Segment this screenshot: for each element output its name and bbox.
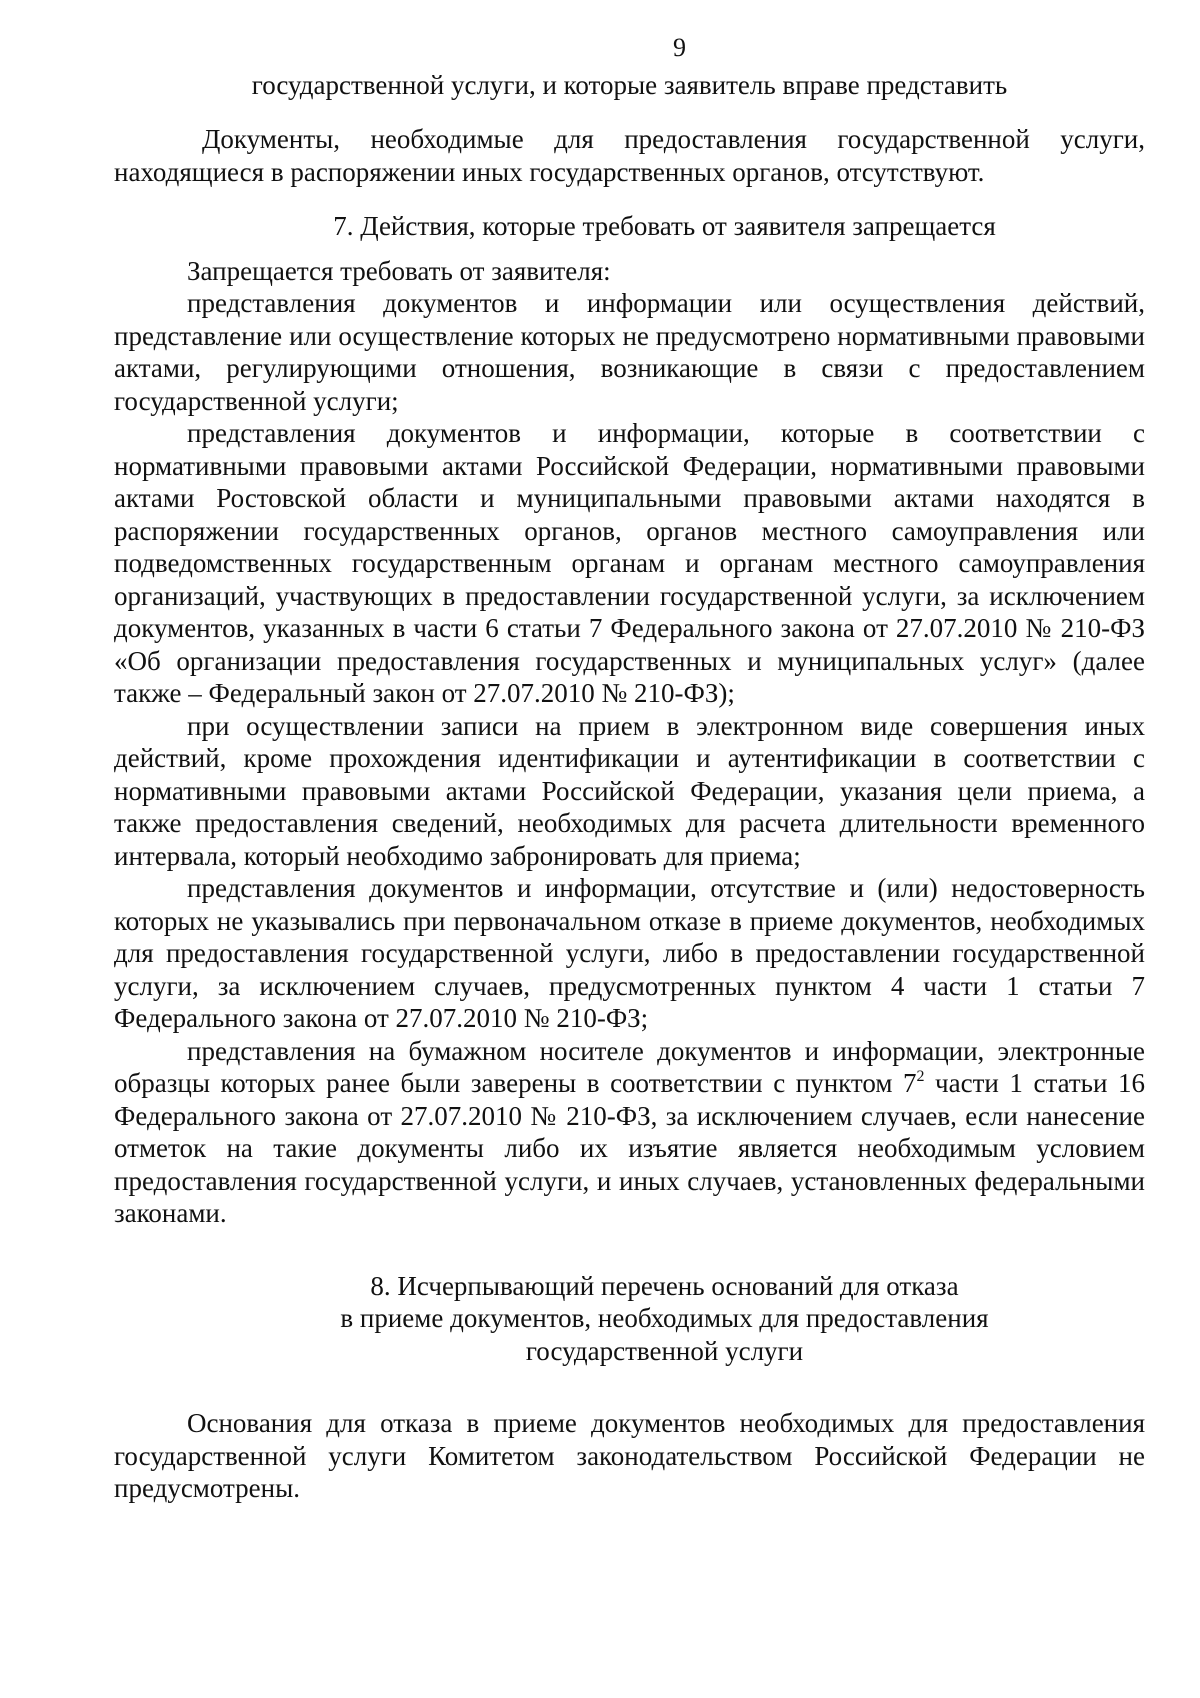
section8-heading-line-2: в приеме документов, необходимых для предоставления	[340, 1303, 989, 1333]
section6-body: Документы, необходимые для предоставления государственной услуги, находящиеся в распоряжении иных государственных органов, отсутствуют.	[114, 124, 1145, 187]
page-number: 9	[673, 33, 686, 62]
section7-item-1: представления документов и информации или осуществления действий, представление или осуществление которых не предусмотрено нормативными правовыми актами, регулирующими отношения, возникающие в связи с предоставлением государственной услуги;	[114, 288, 1145, 416]
section8-heading	[114, 1270, 1145, 1368]
section7-item-4: представления документов и информации, отсутствие и (или) недостоверность которых не указывались при первоначальном отказе в приеме документов, необходимых для предоставления государственной услуги, либо в предоставлении государственной услуги, за исключением случаев, предусмотренных пунктом 4 части 1 статьи 7 Федерального закона от 27.07.2010 № 210-ФЗ;	[114, 873, 1145, 1033]
section8-heading-line-3: государственной услуги	[525, 1335, 804, 1366]
section7-item-5	[114, 1035, 1145, 1230]
section7-item-5-part-a: представления на бумажном носителе документов и информации, электронные образцы которых ранее были заверены в соответствии с пунктом 7	[114, 1035, 1145, 1098]
section7-heading: 7. Действия, которые требовать от заявителя запрещается	[333, 211, 996, 241]
section7-item-3: при осуществлении записи на прием в электронном виде совершения иных действий, кроме прохождения идентификации и аутентификации в соответствии с нормативными правовыми актами Российской Федерации, указания цели приема, а также предоставления сведений, необходимых для расчета длительности временного интервала, который необходимо забронировать для приема;	[114, 710, 1145, 871]
section8-body: Основания для отказа в приеме документов необходимых для предоставления государственной услуги Комитетом законодательством Российской Федерации не предусмотрены.	[114, 1408, 1145, 1503]
section7-intro: Запрещается требовать от заявителя:	[187, 255, 611, 286]
section7-item-5-superscript: 2	[916, 1068, 925, 1085]
section6-heading-tail: государственной услуги, и которые заявитель вправе представить	[251, 69, 1008, 100]
section8-heading-line-1: 8. Исчерпывающий перечень оснований для отказа	[370, 1270, 959, 1301]
section7-item-5-part-b: части 1 статьи 16 Федерального закона от 27.07.2010 № 210-ФЗ, за исключением случаев, если нанесение отметок на такие документы либо их изъятие является необходимым условием предоставления государственной услуги, и иных случаев, установленных федеральными законами.	[114, 1068, 1145, 1228]
section7-item-2: представления документов и информации, которые в соответствии с нормативными правовыми актами Российской Федерации, нормативными правовыми актами Ростовской области и муниципальными правовыми актами находятся в распоряжении государственных органов, органов местного самоуправления или подведомственных государственным органам и органам местного самоуправления организаций, участвующих в предоставлении государственной услуги, за исключением документов, указанных в части 6 статьи 7 Федерального закона от 27.07.2010 № 210-ФЗ «Об организации предоставления государственных и муниципальных услуг» (далее также – Федеральный закон от 27.07.2010 № 210-ФЗ);	[114, 418, 1145, 708]
